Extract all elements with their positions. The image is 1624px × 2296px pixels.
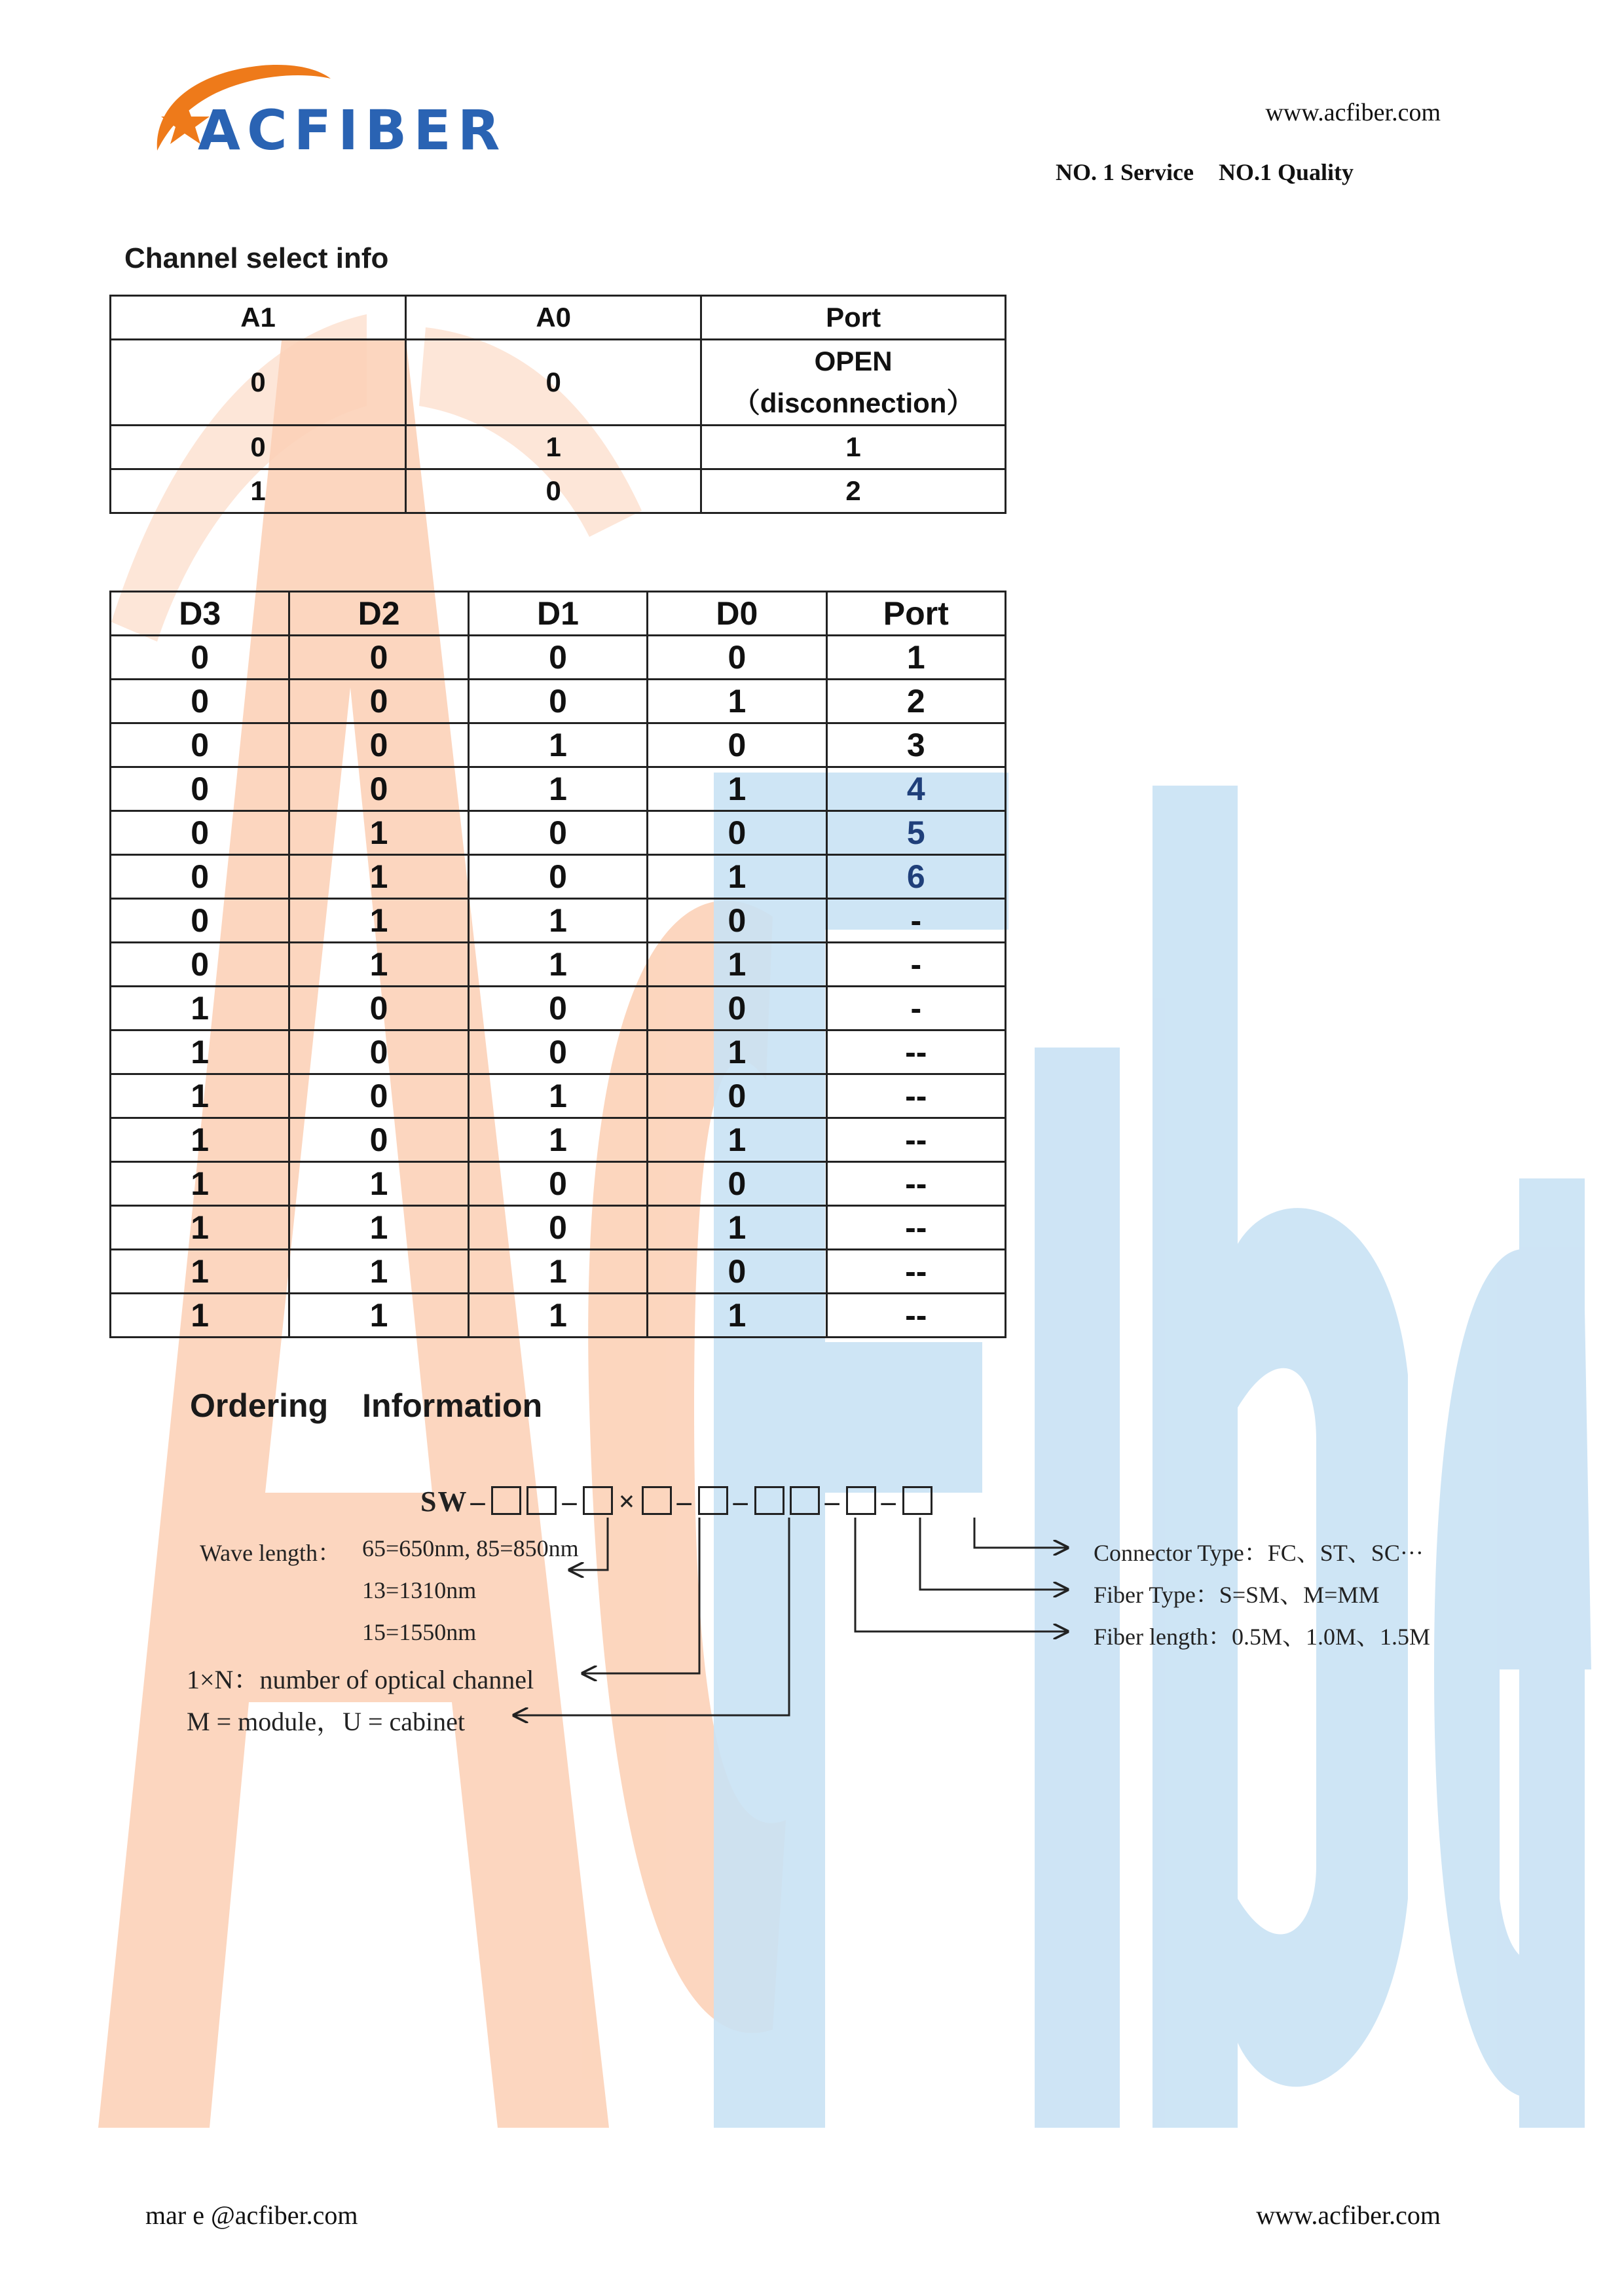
wave-length-label: Wave length： (200, 1540, 342, 1566)
cell: -- (826, 1162, 1005, 1206)
cell: 4 (826, 767, 1005, 811)
cell: - (826, 987, 1005, 1030)
cell: -- (826, 1250, 1005, 1294)
cell: 1 (648, 1030, 826, 1074)
cell: 1 (468, 723, 647, 767)
cell: 0 (406, 340, 701, 426)
cell: 1 (468, 943, 647, 987)
channel-note: 1×N：number of optical channel (187, 1665, 534, 1694)
footer-email[interactable]: mar e @acfiber.com (145, 2200, 358, 2230)
cell: 1 (406, 426, 701, 469)
cell: 1 (468, 767, 647, 811)
cell: 0 (648, 1074, 826, 1118)
cell: 1 (111, 1074, 289, 1118)
cell: 1 (111, 987, 289, 1030)
order-code: SW– – × – – – – (420, 1485, 935, 1518)
cell: 0 (111, 899, 289, 943)
cell: 0 (289, 636, 468, 680)
cell: 2 (701, 469, 1006, 513)
cell: 0 (111, 855, 289, 899)
cell: - (826, 899, 1005, 943)
arrow-fiber-type (920, 1518, 1067, 1590)
cell: 6 (826, 855, 1005, 899)
cell: 0 (468, 987, 647, 1030)
cell: -- (826, 1030, 1005, 1074)
cell: 1 (289, 899, 468, 943)
open-label: OPEN (814, 346, 893, 376)
arrow-fiber-length (855, 1518, 1067, 1631)
cell: 1 (468, 1074, 647, 1118)
cell: 1 (648, 855, 826, 899)
cell: 1 (289, 1250, 468, 1294)
cell: 1 (289, 943, 468, 987)
cell: 1 (111, 469, 406, 513)
cell: 0 (289, 1030, 468, 1074)
cell: 0 (111, 723, 289, 767)
cell: 0 (648, 811, 826, 855)
cell: 1 (111, 1250, 289, 1294)
arrow-wave (570, 1518, 608, 1570)
cell: 0 (111, 943, 289, 987)
cell: 0 (111, 426, 406, 469)
cell: -- (826, 1118, 1005, 1162)
code-prefix: SW (420, 1485, 468, 1518)
cell: 1 (826, 636, 1005, 680)
cell: 1 (701, 426, 1006, 469)
logo-text: ACFIBER (198, 98, 507, 162)
cell: 1 (289, 1294, 468, 1338)
ordering-word: Ordering (190, 1387, 329, 1424)
information-word: Information (362, 1387, 543, 1424)
arrow-channels (583, 1518, 699, 1673)
cell: 0 (289, 680, 468, 723)
cell: 0 (111, 636, 289, 680)
connector-type: Connector Type：FC、ST、SC··· (1094, 1540, 1424, 1566)
header-url[interactable]: www.acfiber.com (1265, 99, 1441, 126)
cell: 1 (111, 1162, 289, 1206)
cell: 0 (468, 636, 647, 680)
wave-value-3: 15=1550nm (362, 1619, 477, 1645)
cell: 0 (111, 767, 289, 811)
cell: 1 (289, 1162, 468, 1206)
cell: 1 (289, 811, 468, 855)
cell: 0 (111, 680, 289, 723)
slogan-service: NO. 1 Service (1056, 159, 1194, 185)
header-d1: D1 (468, 592, 647, 636)
cell: 1 (468, 1118, 647, 1162)
header-d3: D3 (111, 592, 289, 636)
cell: -- (826, 1206, 1005, 1250)
cell: 1 (289, 855, 468, 899)
cell: - (826, 943, 1005, 987)
cell: 0 (648, 723, 826, 767)
cell: 1 (648, 767, 826, 811)
cell: 0 (468, 1030, 647, 1074)
cell: 1 (468, 1294, 647, 1338)
cell: 0 (289, 723, 468, 767)
cell: 1 (111, 1030, 289, 1074)
cell: -- (826, 1294, 1005, 1338)
cell: 0 (648, 1162, 826, 1206)
cell: 0 (406, 469, 701, 513)
cell: 1 (648, 1294, 826, 1338)
header-d2: D2 (289, 592, 468, 636)
cell: 1 (111, 1118, 289, 1162)
cell: 0 (289, 1074, 468, 1118)
disconnection-label: （disconnection） (732, 388, 974, 418)
cell: 5 (826, 811, 1005, 855)
cell: 1 (468, 899, 647, 943)
cell: 0 (468, 680, 647, 723)
cell: 0 (289, 1118, 468, 1162)
cell: 1 (468, 1250, 647, 1294)
cell: -- (826, 1074, 1005, 1118)
cell: 0 (648, 636, 826, 680)
cell: 1 (648, 943, 826, 987)
arrow-module (514, 1518, 789, 1715)
cell: 0 (648, 899, 826, 943)
wave-value-1: 65=650nm, 85=850nm (362, 1535, 579, 1561)
cell: 0 (111, 811, 289, 855)
footer-url[interactable]: www.acfiber.com (1256, 2200, 1441, 2230)
arrow-connector (974, 1518, 1067, 1548)
cell: 1 (648, 1206, 826, 1250)
cell: 0 (468, 811, 647, 855)
header-d0: D0 (648, 592, 826, 636)
module-note: M = module，U = cabinet (187, 1707, 466, 1736)
cell: 2 (826, 680, 1005, 723)
cell: 0 (289, 987, 468, 1030)
cell: 0 (648, 1250, 826, 1294)
cell: 0 (648, 987, 826, 1030)
cell: 1 (111, 1294, 289, 1338)
cell: 0 (468, 855, 647, 899)
cell: 1 (648, 1118, 826, 1162)
cell: 0 (111, 340, 406, 426)
cell: 1 (648, 680, 826, 723)
cell: 0 (468, 1162, 647, 1206)
cell: 1 (289, 1206, 468, 1250)
header-a0: A0 (406, 296, 701, 340)
cell: 3 (826, 723, 1005, 767)
cell: 1 (111, 1206, 289, 1250)
header-port: Port (826, 592, 1005, 636)
slogan-quality: NO.1 Quality (1218, 159, 1354, 185)
cell: 0 (289, 767, 468, 811)
wave-value-2: 13=1310nm (362, 1577, 477, 1603)
channel-select-title: Channel select info (124, 242, 389, 274)
cell: 0 (468, 1206, 647, 1250)
header-port: Port (701, 296, 1006, 340)
fiber-type: Fiber Type：S=SM、M=MM (1094, 1582, 1380, 1608)
fiber-length: Fiber length：0.5M、1.0M、1.5M (1094, 1624, 1431, 1650)
header-a1: A1 (111, 296, 406, 340)
